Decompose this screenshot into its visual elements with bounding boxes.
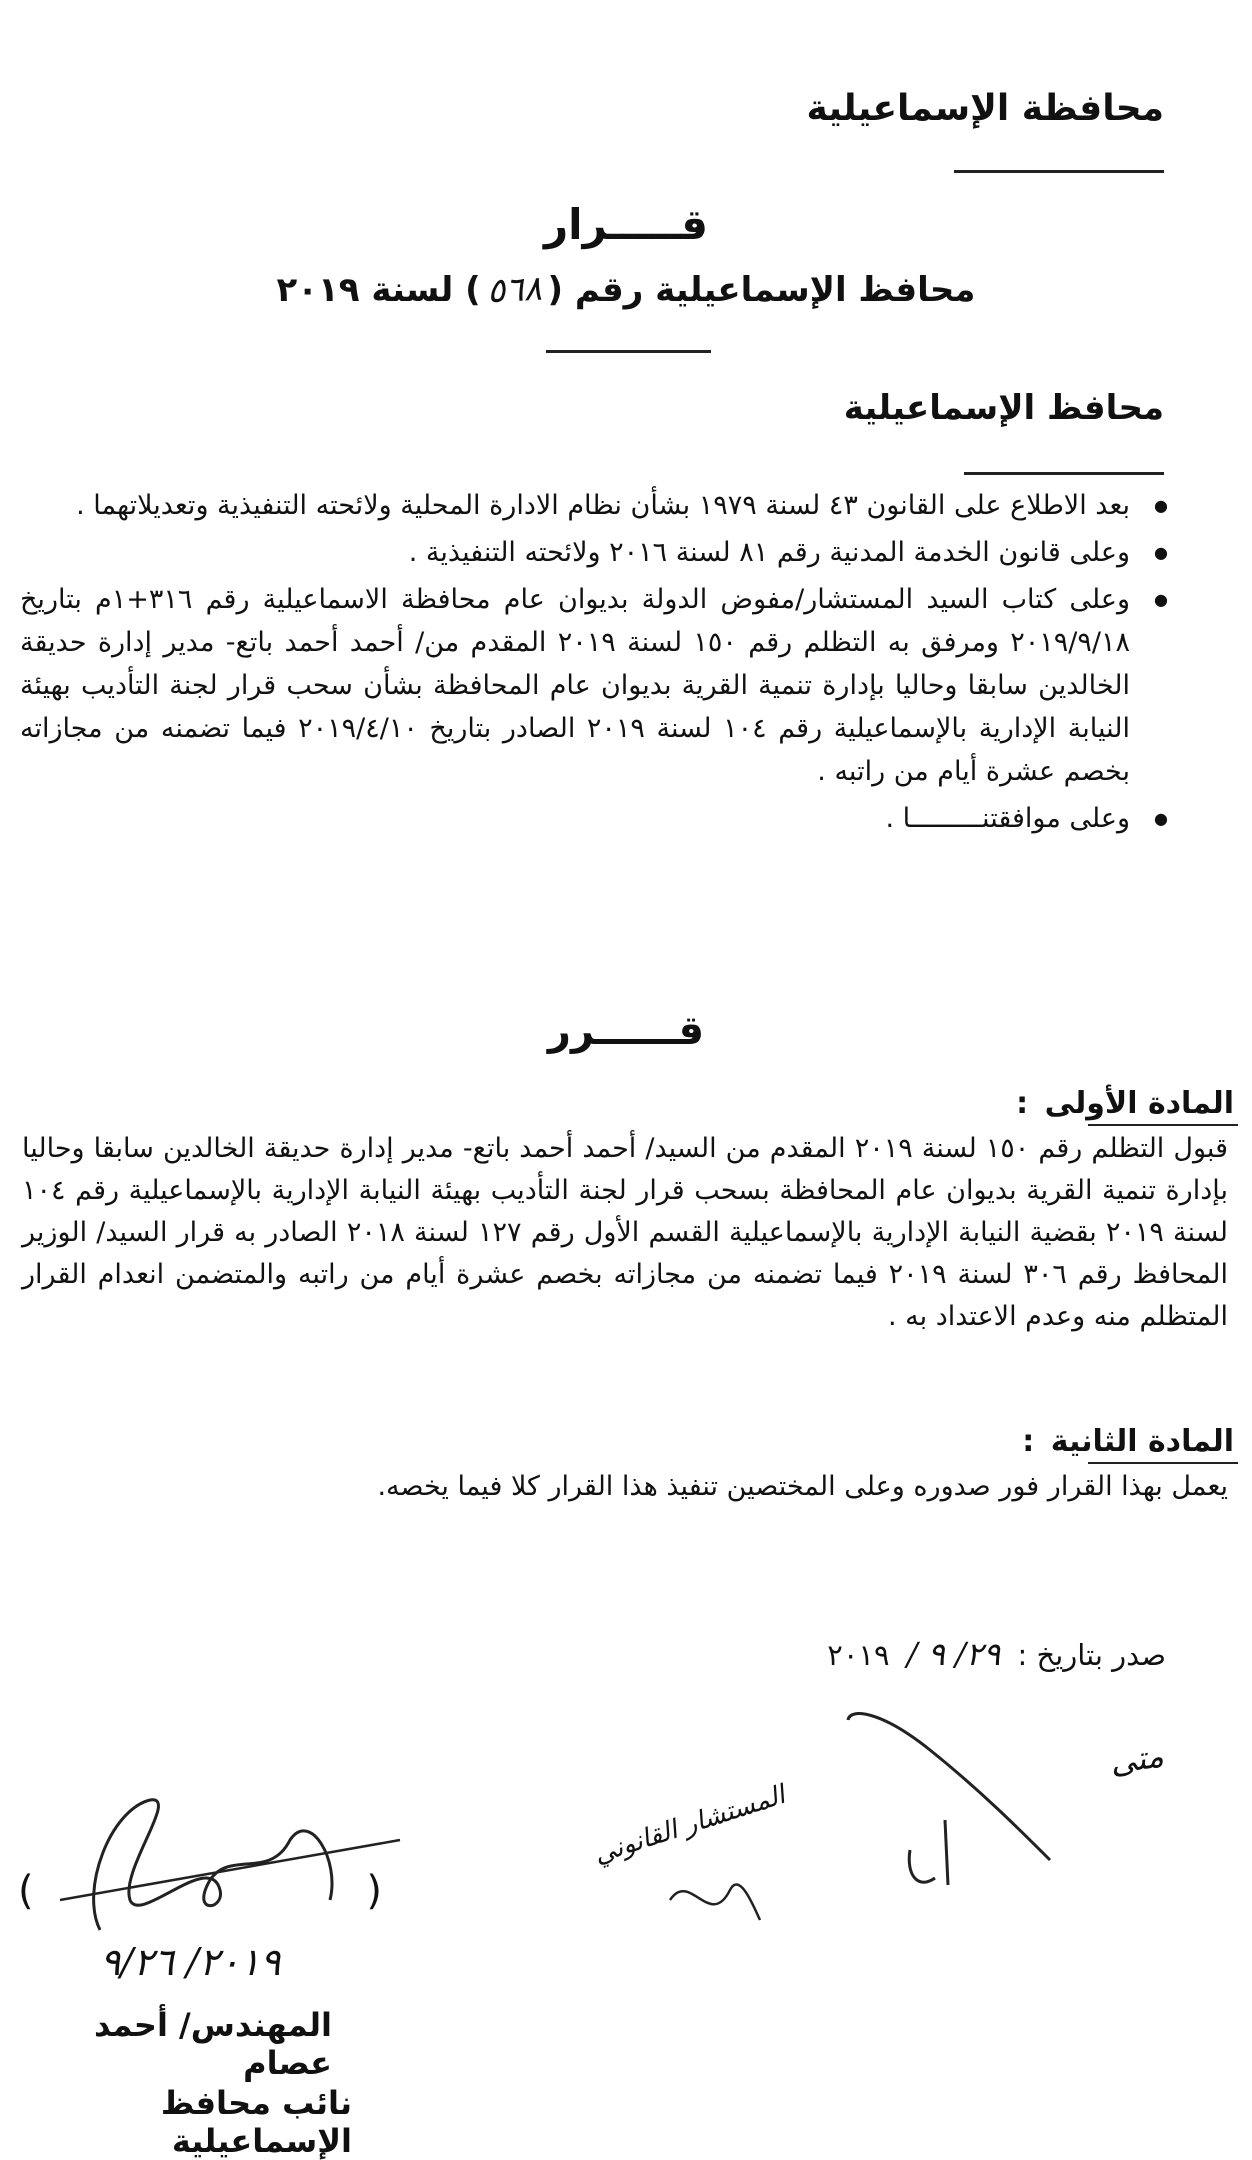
title-divider [546, 350, 711, 353]
header-divider [954, 170, 1164, 173]
handwritten-initials: متى [1107, 1736, 1166, 1782]
article-2-title [1022, 1424, 1234, 1459]
governor-signature [840, 1700, 1060, 1900]
legal-advisor-note: المستشار القانوني [590, 1779, 789, 1871]
signatory-open-paren: ( [366, 1868, 382, 1914]
title-suffix: ) لسنة ٢٠١٩ [276, 270, 481, 310]
preamble-item: ● وعلى موافقتنـــــــــا . [20, 797, 1168, 840]
preamble-list [20, 484, 1168, 844]
article-1-text: قبول التظلم رقم ١٥٠ لسنة ٢٠١٩ المقدم من السيد/ أحمد أحمد باتع- مدير إدارة حديقة الخالدين سابقا وحاليا بإدارة تنمية القرية بديوان عام المحافظة بسحب قرار لجنة التأديب بهيئة النيابة الإدارية بالإسماعيلية رقم ١٠٤ لسنة ٢٠١٩ بقضية النيابة الإدارية بالإسماعيلية القسم الأول رقم ١٢٧ لسنة ٢٠١٨ الصادر به قرار السيد/ الوزير المحافظ رقم ٣٠٦ لسنة ٢٠١٩ فيما تضمنه من مجازاته بخصم عشرة أيام من راتبه والمتضمن انعدام القرار المتظلم منه وعدم الاعتداد به . [22, 1133, 1229, 1332]
article-2-underline [1088, 1462, 1238, 1464]
article-1-title [1016, 1086, 1234, 1121]
issue-date-year: ٢٠١٩ [827, 1638, 890, 1672]
title-prefix: محافظ الإسماعيلية رقم ( [547, 270, 976, 310]
deputy-signature [40, 1780, 420, 1950]
preamble-item: ● وعلى قانون الخدمة المدنية رقم ٨١ لسنة ٢٠١٦ ولائحته التنفيذية . [20, 531, 1168, 574]
signatory-name: المهندس/ أحمد عصام [93, 2006, 332, 2082]
legal-advisor-signature [660, 1860, 770, 1940]
article-2-text: يعمل بهذا القرار فور صدوره وعلى المختصين تنفيذ هذا القرار كلا فيما يخصه. [377, 1471, 1228, 1502]
article-2-label: المادة الثانية [1050, 1424, 1234, 1459]
article-1-label: المادة الأولى [1044, 1086, 1234, 1121]
decision-number-line [0, 270, 1252, 310]
header-org: محافظة الإسماعيلية [806, 88, 1164, 129]
issue-date [827, 1635, 1166, 1673]
issuer-heading: محافظ الإسماعيلية [843, 388, 1164, 428]
decided-heading: قــــــرر [547, 1008, 705, 1054]
decision-title: قـــــرار [544, 200, 708, 249]
article-2-colon: : [1022, 1424, 1035, 1459]
preamble-item: ● وعلى كتاب السيد المستشار/مفوض الدولة بديوان عام محافظة الاسماعيلية رقم ٣١٦+١م بتاريخ ٢٠١٩/٩/١٨ ومرفق به التظلم رقم ١٥٠ لسنة ٢٠١٩ المقدم من/ أحمد أحمد باتع- مدير إدارة حديقة الخالدين سابقا وحاليا بإدارة تنمية القرية بديوان عام المحافظة بشأن سحب قرار لجنة التأديب بهيئة النيابة الإدارية بالإسماعيلية رقم ١٠٤ لسنة ٢٠١٩ الصادر بتاريخ ٢٠١٩/٤/١٠ فيما تضمنه من مجازاته بخصم عشرة أيام من راتبه . [20, 578, 1168, 793]
article-1-colon: : [1016, 1086, 1029, 1121]
issuer-divider [964, 472, 1164, 475]
signatory-title: نائب محافظ الإسماعيلية [160, 2084, 352, 2160]
issue-date-label: صدر بتاريخ : [1017, 1638, 1166, 1672]
deputy-handwritten-date: ٢٠١٩/ ٩/٢٦ [100, 1940, 281, 1984]
preamble-item: ● بعد الاطلاع على القانون ٤٣ لسنة ١٩٧٩ بشأن نظام الادارة المحلية ولائحته التنفيذية وتعديلاتهما . [20, 484, 1168, 527]
decision-number-handwritten: ٥٦٨ [485, 268, 543, 312]
signatory-close-paren: ) [18, 1868, 34, 1914]
article-1-underline [1088, 1124, 1238, 1126]
issue-date-handwritten: ٢٩/ ٩ / [906, 1635, 1001, 1673]
